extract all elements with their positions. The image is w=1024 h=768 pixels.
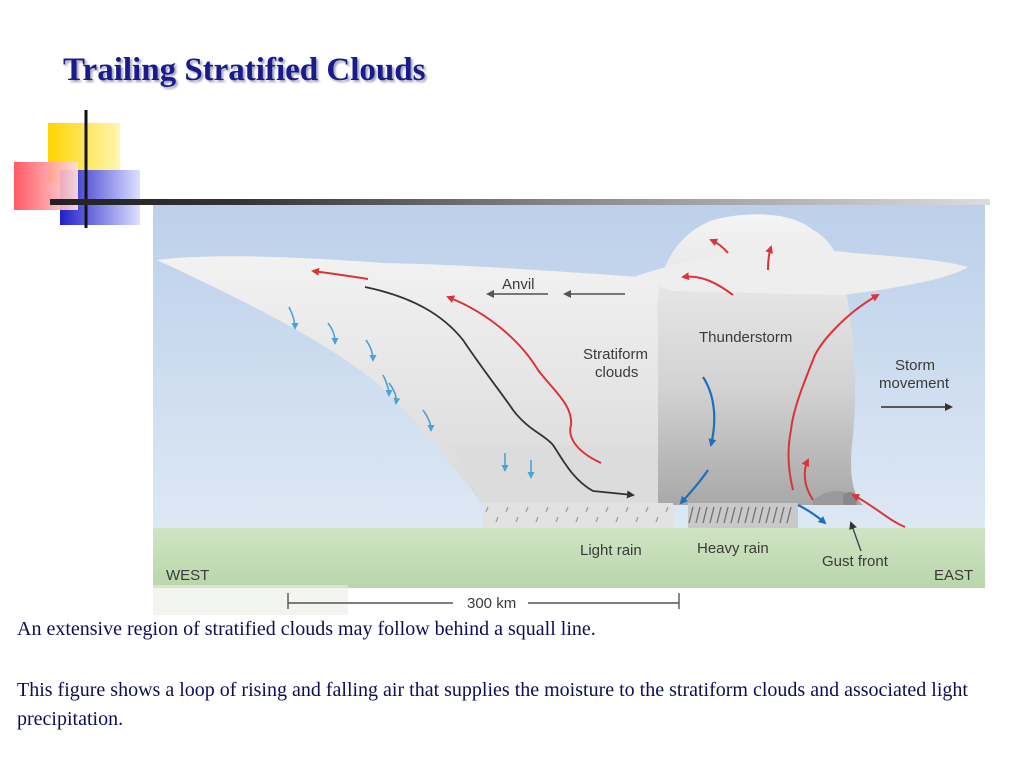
caption-paragraph-2: This figure shows a loop of rising and falling air that supplies the moisture to the stratiform clouds and associated light precipitation. <box>17 679 968 730</box>
faded-credit-block <box>153 585 348 615</box>
storm-movement-label-line2: movement <box>879 375 950 392</box>
gust-front-label: Gust front <box>822 553 888 570</box>
west-label: WEST <box>166 567 210 584</box>
anvil-label: Anvil <box>502 276 535 293</box>
east-label: EAST <box>934 567 974 584</box>
stratiform-label-line1: Stratiform <box>583 346 649 363</box>
stratiform-label-line2: clouds <box>595 364 639 381</box>
thunderstorm-label: Thunderstorm <box>699 329 793 346</box>
caption-paragraph-1: An extensive region of stratified clouds may follow behind a squall line. <box>17 618 596 640</box>
light-rain-label: Light rain <box>580 542 642 559</box>
slide-title: Trailing Stratified Clouds <box>63 52 426 88</box>
storm-movement-label-line1: Storm <box>895 357 936 374</box>
scale-label: 300 km <box>467 595 517 612</box>
heavy-rain-label: Heavy rain <box>697 540 769 557</box>
decorative-squares-graphic <box>0 105 160 235</box>
light-rain-area <box>483 503 673 528</box>
squall-line-diagram <box>153 205 985 615</box>
gust-front-roll <box>843 492 857 505</box>
